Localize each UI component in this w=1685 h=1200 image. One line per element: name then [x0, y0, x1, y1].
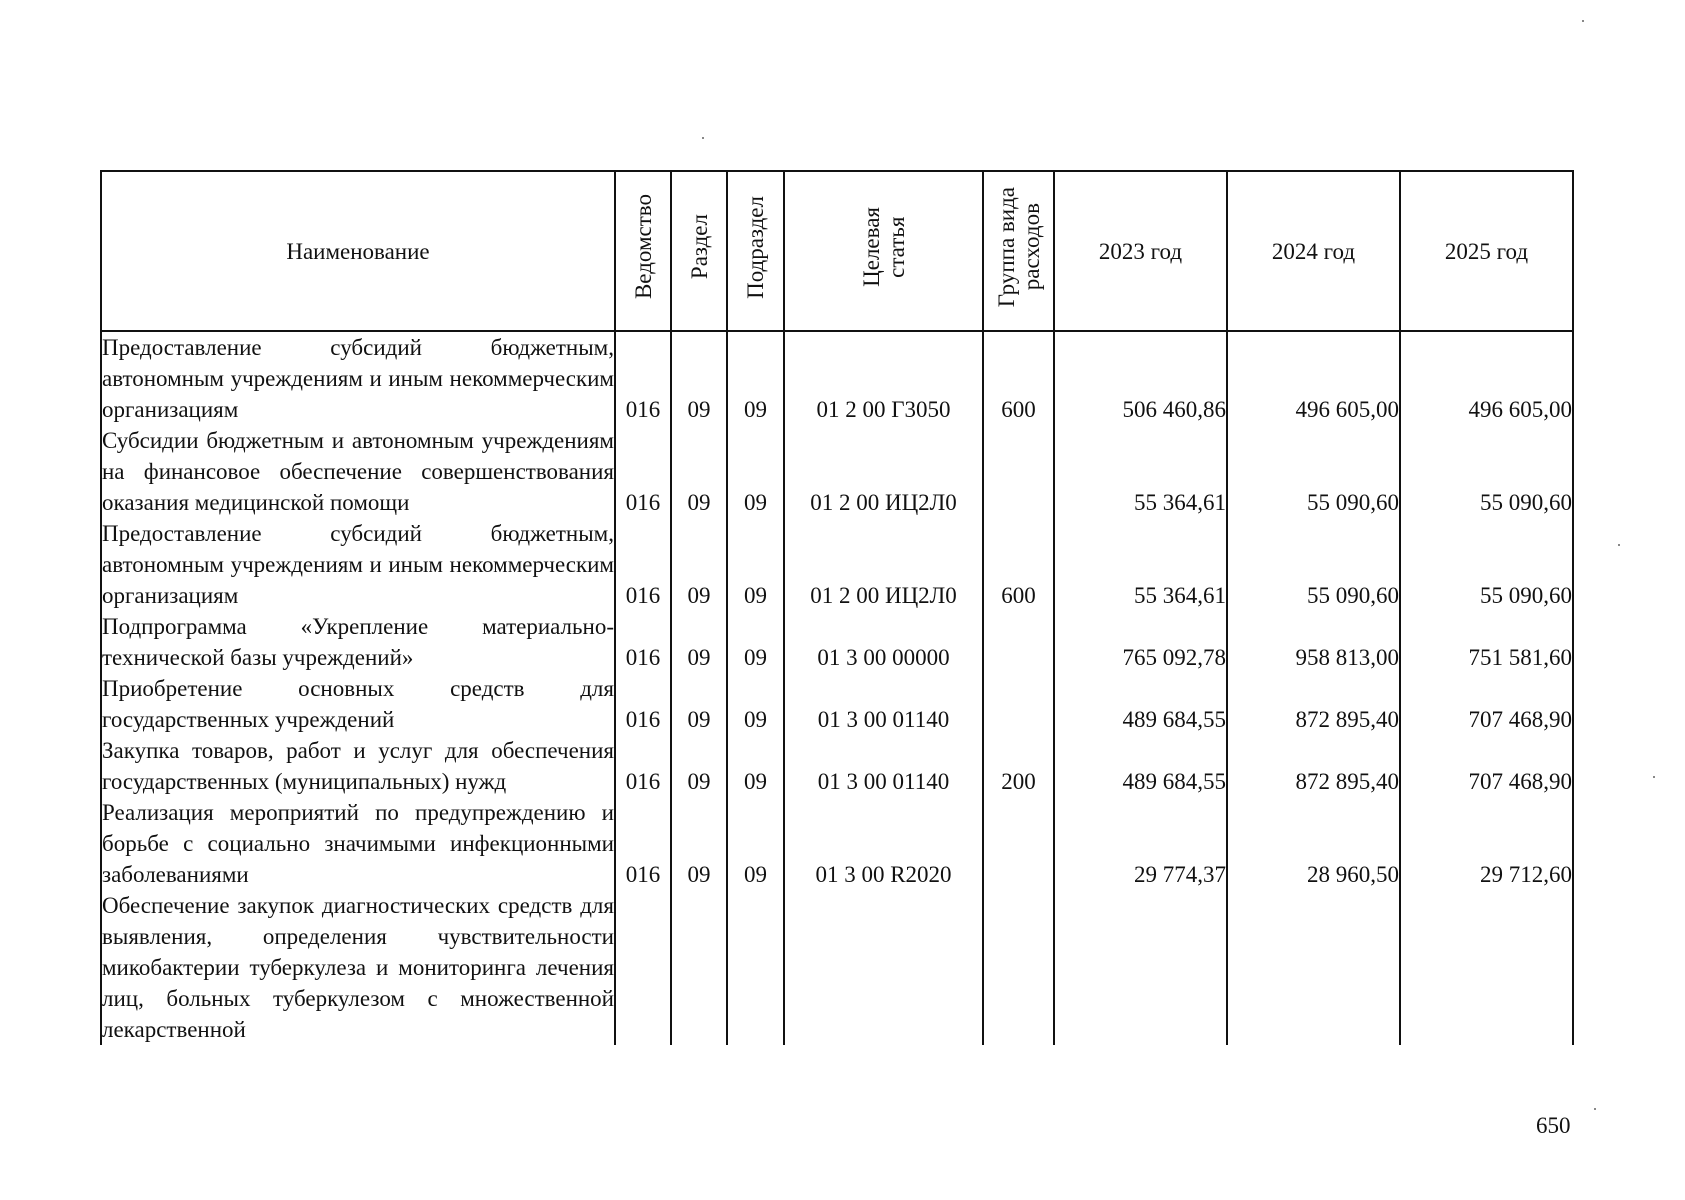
row-amount-2023: 55 364,61 — [1054, 425, 1227, 518]
scan-speck — [1653, 776, 1655, 778]
row-amount-2025: 496 605,00 — [1400, 331, 1573, 425]
row-subsection: 09 — [727, 735, 784, 797]
row-amount-2023: 29 774,37 — [1054, 797, 1227, 890]
row-amount-2024: 496 605,00 — [1227, 331, 1400, 425]
row-name: Предоставление субсидий бюджетным, автономным учреждениям и иным некоммерческим организациям — [101, 331, 615, 425]
row-amount-2024: 958 813,00 — [1227, 611, 1400, 673]
table-row — [101, 425, 1573, 518]
row-amount-2025: 29 712,60 — [1400, 797, 1573, 890]
scan-speck — [1594, 1108, 1596, 1110]
row-subsection: 09 — [727, 518, 784, 611]
row-amount-2025: 751 581,60 — [1400, 611, 1573, 673]
row-expense-group — [983, 425, 1054, 518]
row-expense-group: 600 — [983, 331, 1054, 425]
row-subsection — [727, 890, 784, 1045]
header-target-article: Целевая статья — [784, 171, 983, 331]
row-department: 016 — [615, 518, 671, 611]
header-year-2024: 2024 год — [1227, 171, 1400, 331]
row-amount-2024: 28 960,50 — [1227, 797, 1400, 890]
row-amount-2023: 489 684,55 — [1054, 673, 1227, 735]
header-expense-group: Группа вида расходов — [983, 171, 1054, 331]
row-name: Реализация мероприятий по предупреждению и борьбе с социально значимыми инфекционными заболеваниями — [101, 797, 615, 890]
row-target-article: 01 2 00 ИЦ2Л0 — [784, 518, 983, 611]
row-target-article: 01 2 00 ИЦ2Л0 — [784, 425, 983, 518]
budget-expenditure-table — [100, 170, 1574, 1045]
header-year-2023: 2023 год — [1054, 171, 1227, 331]
scan-speck — [1582, 20, 1584, 22]
row-expense-group: 600 — [983, 518, 1054, 611]
header-name: Наименование — [101, 171, 615, 331]
row-amount-2023: 55 364,61 — [1054, 518, 1227, 611]
row-name: Субсидии бюджетным и автономным учреждениям на финансовое обеспечение совершенствования оказания медицинской помощи — [101, 425, 615, 518]
row-target-article: 01 3 00 01140 — [784, 735, 983, 797]
row-section — [671, 890, 727, 1045]
row-amount-2024 — [1227, 890, 1400, 1045]
row-section: 09 — [671, 518, 727, 611]
row-amount-2025: 707 468,90 — [1400, 673, 1573, 735]
row-subsection: 09 — [727, 673, 784, 735]
page-number: 650 — [1536, 1113, 1571, 1138]
row-amount-2024: 55 090,60 — [1227, 425, 1400, 518]
row-amount-2024: 872 895,40 — [1227, 673, 1400, 735]
row-subsection: 09 — [727, 331, 784, 425]
row-target-article: 01 3 00 R2020 — [784, 797, 983, 890]
table-header-row — [101, 171, 1573, 331]
row-amount-2023: 489 684,55 — [1054, 735, 1227, 797]
row-section: 09 — [671, 797, 727, 890]
row-expense-group — [983, 890, 1054, 1045]
row-section: 09 — [671, 673, 727, 735]
table-row — [101, 331, 1573, 425]
row-amount-2023: 506 460,86 — [1054, 331, 1227, 425]
table-row — [101, 890, 1573, 1045]
row-amount-2025: 707 468,90 — [1400, 735, 1573, 797]
row-department: 016 — [615, 331, 671, 425]
row-subsection: 09 — [727, 425, 784, 518]
row-department: 016 — [615, 797, 671, 890]
row-expense-group — [983, 673, 1054, 735]
row-expense-group — [983, 611, 1054, 673]
row-amount-2025: 55 090,60 — [1400, 425, 1573, 518]
table-row — [101, 518, 1573, 611]
row-department: 016 — [615, 735, 671, 797]
row-target-article: 01 2 00 Г3050 — [784, 331, 983, 425]
row-name: Закупка товаров, работ и услуг для обеспечения государственных (муниципальных) нужд — [101, 735, 615, 797]
row-name: Обеспечение закупок диагностических средств для выявления, определения чувствительности микобактерии туберкулеза и мониторинга лечения лиц, больных туберкулезом с множественной лекарственной — [101, 890, 615, 1045]
table-row — [101, 673, 1573, 735]
row-target-article: 01 3 00 00000 — [784, 611, 983, 673]
row-name: Подпрограмма «Укрепление материально-технической базы учреждений» — [101, 611, 615, 673]
row-expense-group: 200 — [983, 735, 1054, 797]
row-section: 09 — [671, 331, 727, 425]
row-subsection: 09 — [727, 611, 784, 673]
scan-speck — [702, 137, 704, 139]
row-department — [615, 890, 671, 1045]
header-section: Раздел — [671, 171, 727, 331]
row-department: 016 — [615, 425, 671, 518]
table-row — [101, 797, 1573, 890]
row-expense-group — [983, 797, 1054, 890]
row-section: 09 — [671, 425, 727, 518]
header-department: Ведомство — [615, 171, 671, 331]
table-row — [101, 735, 1573, 797]
row-amount-2023 — [1054, 890, 1227, 1045]
row-amount-2025: 55 090,60 — [1400, 518, 1573, 611]
row-department: 016 — [615, 611, 671, 673]
header-subsection: Подраздел — [727, 171, 784, 331]
row-name: Приобретение основных средств для государственных учреждений — [101, 673, 615, 735]
row-department: 016 — [615, 673, 671, 735]
row-amount-2023: 765 092,78 — [1054, 611, 1227, 673]
row-target-article: 01 3 00 01140 — [784, 673, 983, 735]
row-target-article — [784, 890, 983, 1045]
header-year-2025: 2025 год — [1400, 171, 1573, 331]
table-row — [101, 611, 1573, 673]
row-section: 09 — [671, 735, 727, 797]
scan-speck — [1618, 544, 1620, 546]
row-name: Предоставление субсидий бюджетным, автономным учреждениям и иным некоммерческим организациям — [101, 518, 615, 611]
row-subsection: 09 — [727, 797, 784, 890]
row-amount-2024: 872 895,40 — [1227, 735, 1400, 797]
table-body — [101, 331, 1573, 1045]
row-amount-2024: 55 090,60 — [1227, 518, 1400, 611]
row-section: 09 — [671, 611, 727, 673]
row-amount-2025 — [1400, 890, 1573, 1045]
